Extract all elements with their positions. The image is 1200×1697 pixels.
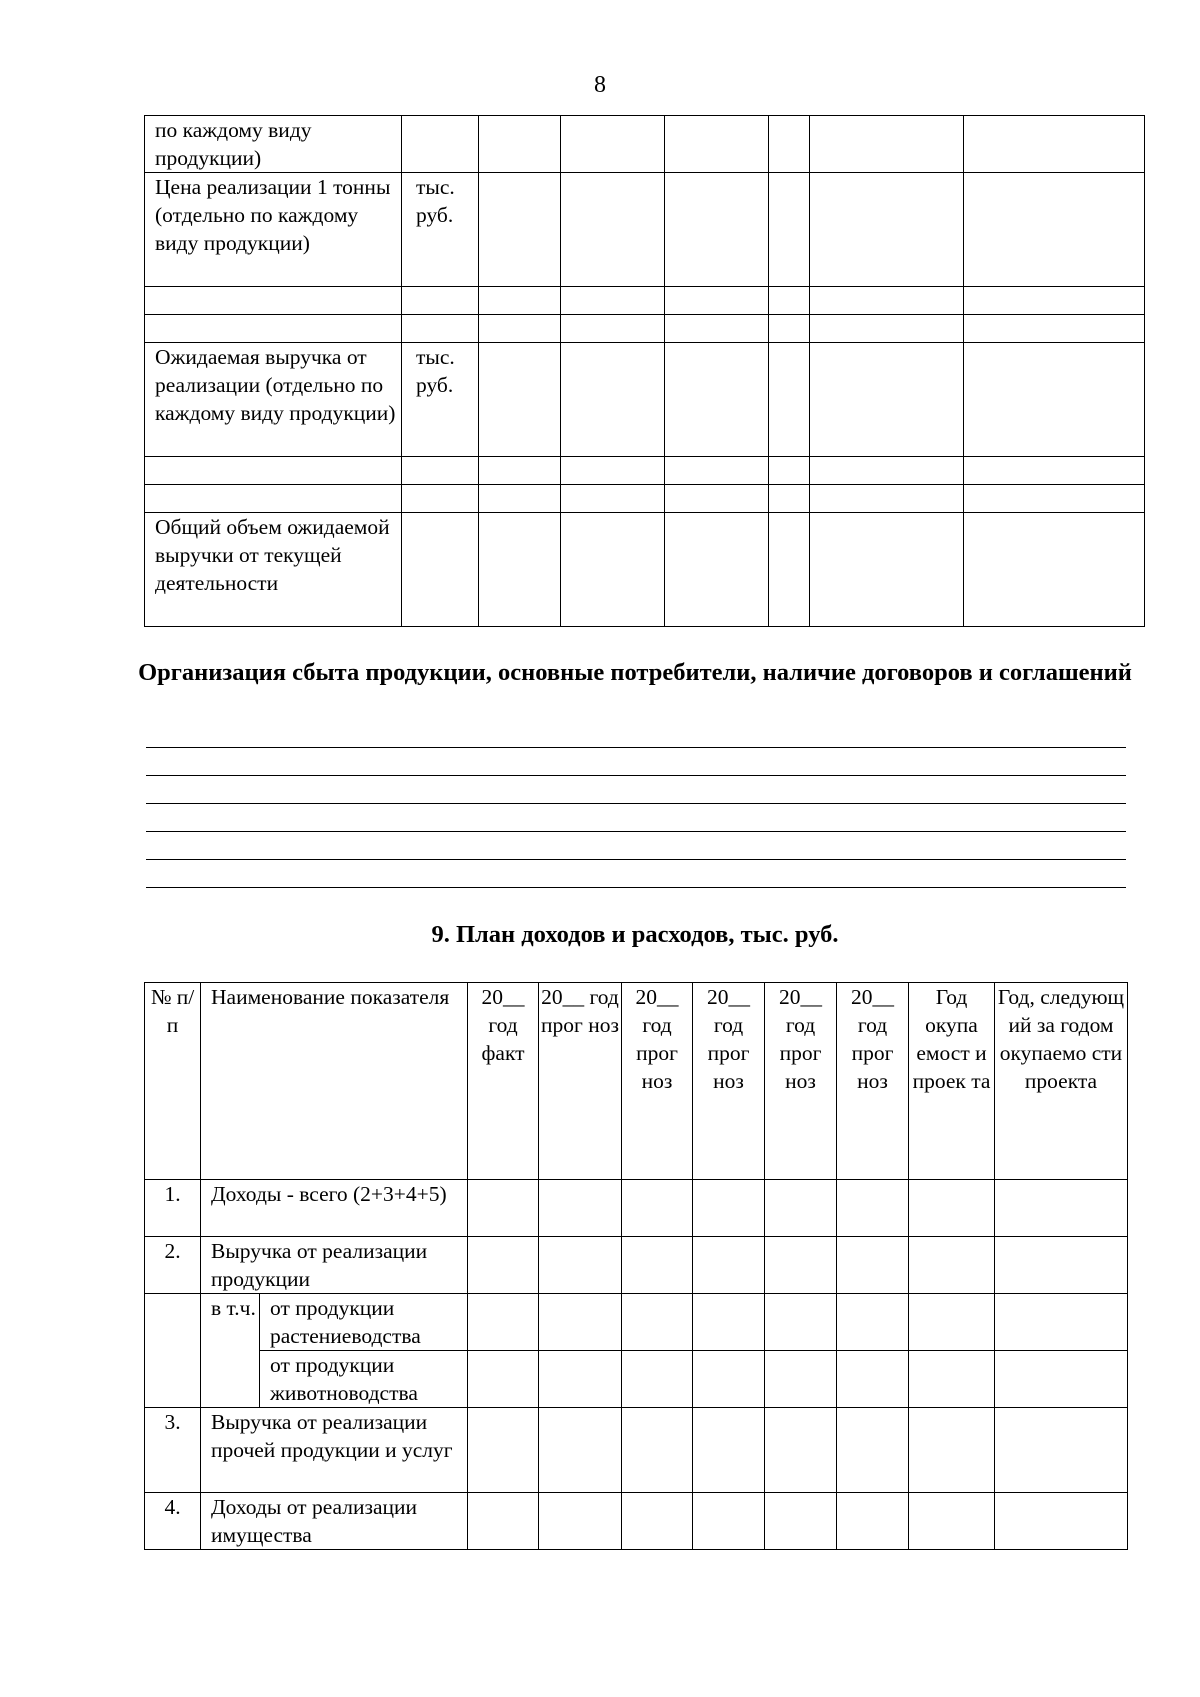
value-cell[interactable]: [665, 485, 769, 513]
row-unit: [402, 513, 479, 627]
value-cell[interactable]: [693, 1408, 765, 1493]
row-label[interactable]: [145, 315, 402, 343]
value-cell[interactable]: [964, 116, 1145, 173]
value-cell[interactable]: [665, 513, 769, 627]
row-unit[interactable]: [402, 457, 479, 485]
value-cell[interactable]: [909, 1351, 995, 1408]
value-cell[interactable]: [769, 116, 810, 173]
value-cell[interactable]: [561, 315, 665, 343]
value-cell[interactable]: [622, 1237, 693, 1294]
value-cell[interactable]: [909, 1493, 995, 1550]
table-row: [145, 457, 1145, 485]
table-header-row: [145, 983, 1128, 1180]
row-number: 1.: [145, 1180, 201, 1237]
row-name: Доходы от реализации имущества: [201, 1493, 468, 1550]
sales-organization-heading: Организация сбыта продукции, основные потребители, наличие договоров и соглашений: [138, 659, 1132, 686]
value-cell[interactable]: [561, 287, 665, 315]
table-row: [145, 1351, 1128, 1408]
row-unit[interactable]: [402, 287, 479, 315]
table-row: [145, 1408, 1128, 1493]
header-year-forecast: 20__ год прог ноз: [837, 983, 909, 1180]
table-row: [145, 173, 1145, 287]
value-cell[interactable]: [468, 1493, 539, 1550]
value-cell[interactable]: [769, 457, 810, 485]
value-cell[interactable]: [765, 1237, 837, 1294]
table-row: [145, 287, 1145, 315]
row-number: 4.: [145, 1493, 201, 1550]
header-number: № п/п: [145, 983, 201, 1180]
value-cell[interactable]: [561, 116, 665, 173]
value-cell[interactable]: [693, 1493, 765, 1550]
value-cell[interactable]: [909, 1180, 995, 1237]
value-cell[interactable]: [964, 173, 1145, 287]
value-cell[interactable]: [810, 287, 964, 315]
value-cell[interactable]: [909, 1408, 995, 1493]
value-cell[interactable]: [561, 343, 665, 457]
table-row: [145, 1237, 1128, 1294]
value-cell[interactable]: [561, 485, 665, 513]
revenue-table: [144, 115, 1145, 627]
value-cell[interactable]: [995, 1180, 1128, 1237]
value-cell[interactable]: [765, 1408, 837, 1493]
row-unit[interactable]: [402, 485, 479, 513]
value-cell[interactable]: [539, 1294, 622, 1351]
value-cell[interactable]: [468, 1237, 539, 1294]
value-cell[interactable]: [964, 343, 1145, 457]
value-cell[interactable]: [468, 1351, 539, 1408]
table-row: [145, 116, 1145, 173]
value-cell[interactable]: [693, 1237, 765, 1294]
page-number: 8: [594, 72, 606, 98]
value-cell[interactable]: [665, 173, 769, 287]
value-cell[interactable]: [995, 1237, 1128, 1294]
value-cell[interactable]: [964, 485, 1145, 513]
value-cell[interactable]: [995, 1351, 1128, 1408]
answer-line[interactable]: [146, 887, 1126, 888]
value-cell[interactable]: [479, 173, 561, 287]
value-cell[interactable]: [964, 287, 1145, 315]
value-cell[interactable]: [964, 315, 1145, 343]
including-label: в т.ч.: [201, 1294, 260, 1408]
row-number: 3.: [145, 1408, 201, 1493]
value-cell[interactable]: [479, 513, 561, 627]
value-cell[interactable]: [769, 485, 810, 513]
value-cell[interactable]: [693, 1351, 765, 1408]
answer-line[interactable]: [146, 831, 1126, 832]
value-cell[interactable]: [622, 1408, 693, 1493]
row-name: Выручка от реализации прочей продукции и услуг: [201, 1408, 468, 1493]
value-cell[interactable]: [622, 1351, 693, 1408]
value-cell[interactable]: [468, 1408, 539, 1493]
value-cell[interactable]: [539, 1493, 622, 1550]
value-cell[interactable]: [665, 315, 769, 343]
row-label: Цена реализации 1 тонны (отдельно по каждому виду продукции): [145, 173, 402, 287]
value-cell[interactable]: [539, 1180, 622, 1237]
header-year-forecast: 20__ год прог ноз: [539, 983, 622, 1180]
value-cell[interactable]: [765, 1180, 837, 1237]
row-unit: тыс. руб.: [402, 173, 479, 287]
value-cell[interactable]: [479, 315, 561, 343]
value-cell[interactable]: [479, 457, 561, 485]
value-cell[interactable]: [769, 343, 810, 457]
value-cell[interactable]: [622, 1294, 693, 1351]
header-indicator-name: Наименование показателя: [201, 983, 468, 1180]
table-row: [145, 343, 1145, 457]
table-row: [145, 485, 1145, 513]
table-row: [145, 513, 1145, 627]
row-number-empty: [145, 1294, 201, 1408]
value-cell[interactable]: [769, 287, 810, 315]
row-number: 2.: [145, 1237, 201, 1294]
value-cell[interactable]: [539, 1351, 622, 1408]
value-cell[interactable]: [837, 1493, 909, 1550]
value-cell[interactable]: [995, 1493, 1128, 1550]
header-year-fact: 20__ год факт: [468, 983, 539, 1180]
value-cell[interactable]: [837, 1180, 909, 1237]
value-cell[interactable]: [561, 173, 665, 287]
row-label[interactable]: [145, 485, 402, 513]
value-cell[interactable]: [810, 116, 964, 173]
value-cell[interactable]: [765, 1351, 837, 1408]
value-cell[interactable]: [665, 116, 769, 173]
value-cell[interactable]: [909, 1237, 995, 1294]
row-label: Ожидаемая выручка от реализации (отдельно по каждому виду продукции): [145, 343, 402, 457]
row-name: от продукции животноводства: [260, 1351, 468, 1408]
value-cell[interactable]: [561, 513, 665, 627]
answer-line[interactable]: [146, 747, 1126, 748]
row-label: Общий объем ожидаемой выручки от текущей деятельности: [145, 513, 402, 627]
table-row: [145, 315, 1145, 343]
header-year-after-payback: Год, следующ ий за годом окупаемо сти проекта: [995, 983, 1128, 1180]
value-cell[interactable]: [964, 513, 1145, 627]
row-label[interactable]: [145, 457, 402, 485]
row-name: Доходы - всего (2+3+4+5): [201, 1180, 468, 1237]
value-cell[interactable]: [810, 457, 964, 485]
value-cell[interactable]: [810, 343, 964, 457]
value-cell[interactable]: [468, 1294, 539, 1351]
value-cell[interactable]: [665, 287, 769, 315]
value-cell[interactable]: [539, 1237, 622, 1294]
value-cell[interactable]: [765, 1294, 837, 1351]
row-unit[interactable]: [402, 315, 479, 343]
row-label: по каждому виду продукции): [145, 116, 402, 173]
table-row: [145, 1493, 1128, 1550]
answer-line[interactable]: [146, 803, 1126, 804]
value-cell[interactable]: [964, 457, 1145, 485]
table-row: [145, 1294, 1128, 1351]
value-cell[interactable]: [909, 1294, 995, 1351]
value-cell[interactable]: [479, 485, 561, 513]
header-year-forecast: 20__ год прог ноз: [693, 983, 765, 1180]
header-year-forecast: 20__ год прог ноз: [765, 983, 837, 1180]
value-cell[interactable]: [995, 1408, 1128, 1493]
value-cell[interactable]: [622, 1493, 693, 1550]
value-cell[interactable]: [769, 513, 810, 627]
header-year-forecast: 20__ год прог ноз: [622, 983, 693, 1180]
row-label[interactable]: [145, 287, 402, 315]
value-cell[interactable]: [693, 1294, 765, 1351]
value-cell[interactable]: [622, 1180, 693, 1237]
value-cell[interactable]: [810, 173, 964, 287]
answer-line[interactable]: [146, 859, 1126, 860]
value-cell[interactable]: [810, 485, 964, 513]
value-cell[interactable]: [769, 173, 810, 287]
value-cell[interactable]: [837, 1408, 909, 1493]
value-cell[interactable]: [479, 116, 561, 173]
value-cell[interactable]: [561, 457, 665, 485]
header-payback-year: Год окупа емост и проек та: [909, 983, 995, 1180]
value-cell[interactable]: [810, 513, 964, 627]
value-cell[interactable]: [837, 1237, 909, 1294]
income-expense-table: [144, 982, 1128, 1550]
value-cell[interactable]: [693, 1180, 765, 1237]
answer-line[interactable]: [146, 775, 1126, 776]
row-unit: тыс. руб.: [402, 343, 479, 457]
value-cell[interactable]: [479, 287, 561, 315]
value-cell[interactable]: [539, 1408, 622, 1493]
table-row: [145, 1180, 1128, 1237]
value-cell[interactable]: [665, 343, 769, 457]
row-name: от продукции растениеводства: [260, 1294, 468, 1351]
income-expense-plan-heading: 9. План доходов и расходов, тыс. руб.: [431, 921, 839, 948]
value-cell[interactable]: [995, 1294, 1128, 1351]
row-unit: [402, 116, 479, 173]
value-cell[interactable]: [769, 315, 810, 343]
value-cell[interactable]: [837, 1351, 909, 1408]
value-cell[interactable]: [665, 457, 769, 485]
value-cell[interactable]: [837, 1294, 909, 1351]
row-name: Выручка от реализации продукции: [201, 1237, 468, 1294]
value-cell[interactable]: [479, 343, 561, 457]
value-cell[interactable]: [468, 1180, 539, 1237]
value-cell[interactable]: [810, 315, 964, 343]
value-cell[interactable]: [765, 1493, 837, 1550]
